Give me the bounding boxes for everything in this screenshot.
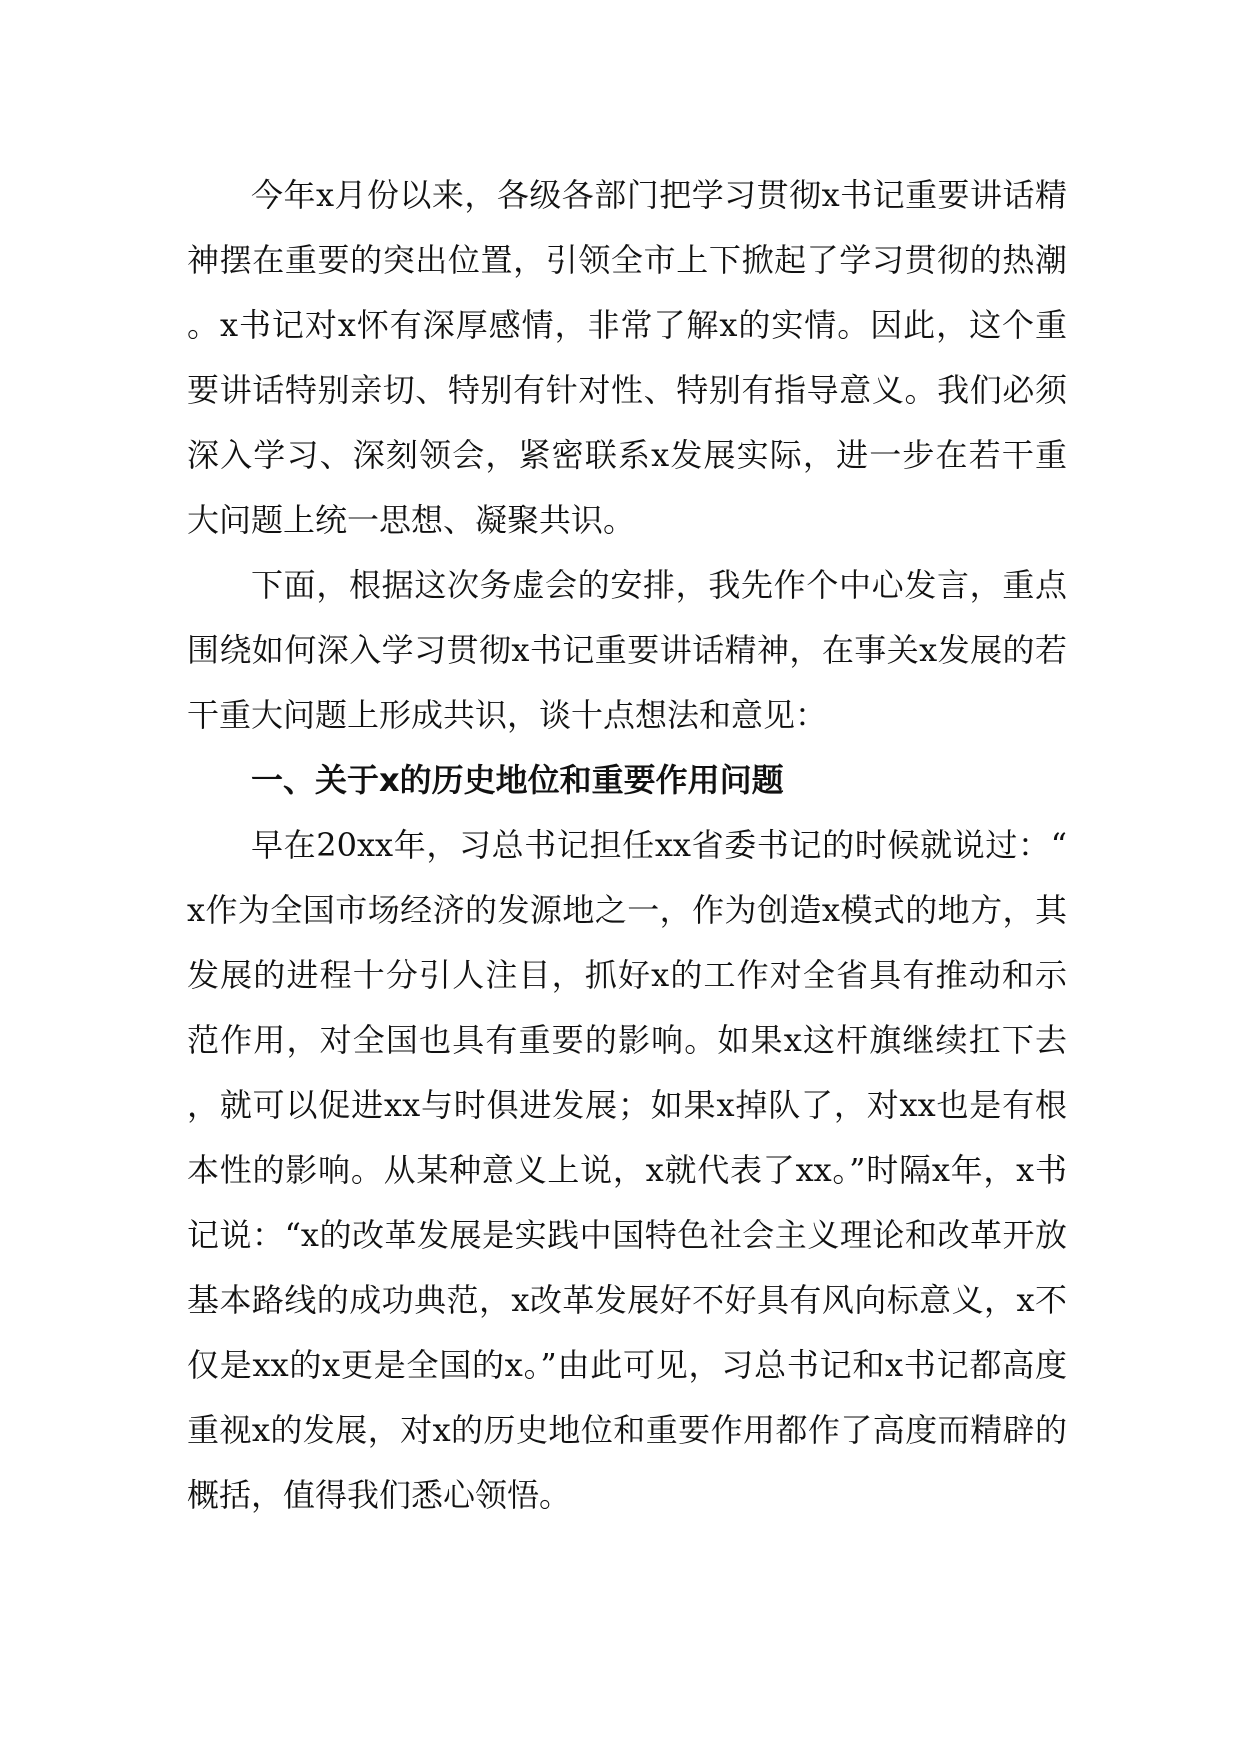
- paragraph-intro: 今年x月份以来，各级各部门把学习贯彻x书记重要讲话精神摆在重要的突出位置，引领全市上下掀起了学习贯彻的热潮。x书记对x怀有深厚感情，非常了解x的实情。因此，这个重要讲话特别亲切、特别有针对性、特别有指导意义。我们必须深入学习、深刻领会，紧密联系x发展实际，进一步在若干重大问题上统一思想、凝聚共识。: [187, 176, 1067, 539]
- paragraph-outline: 下面，根据这次务虚会的安排，我先作个中心发言，重点围绕如何深入学习贯彻x书记重要讲话精神，在事关x发展的若干重大问题上形成共识，谈十点想法和意见：: [187, 566, 1067, 734]
- paragraph-history: 早在20xx年，习总书记担任xx省委书记的时候就说过：“x作为全国市场经济的发源地之一，作为创造x模式的地方，其发展的进程十分引人注目，抓好x的工作对全省具有推动和示范作用，对全国也具有重要的影响。如果x这杆旗继续扛下去，就可以促进xx与时俱进发展；如果x掉队了，对xx也是有根本性的影响。从某种意义上说，x就代表了xx。”时隔x年，x书记说：“x的改革发展是实践中国特色社会主义理论和改革开放基本路线的成功典范，x改革发展好不好具有风向标意义，x不仅是xx的x更是全国的x。”由此可见，习总书记和x书记都高度重视x的发展，对x的历史地位和重要作用都作了高度而精辟的概括，值得我们悉心领悟。: [187, 826, 1067, 1514]
- document-body: [187, 163, 1067, 1528]
- section-heading: 一、关于x的历史地位和重要作用问题: [251, 761, 784, 799]
